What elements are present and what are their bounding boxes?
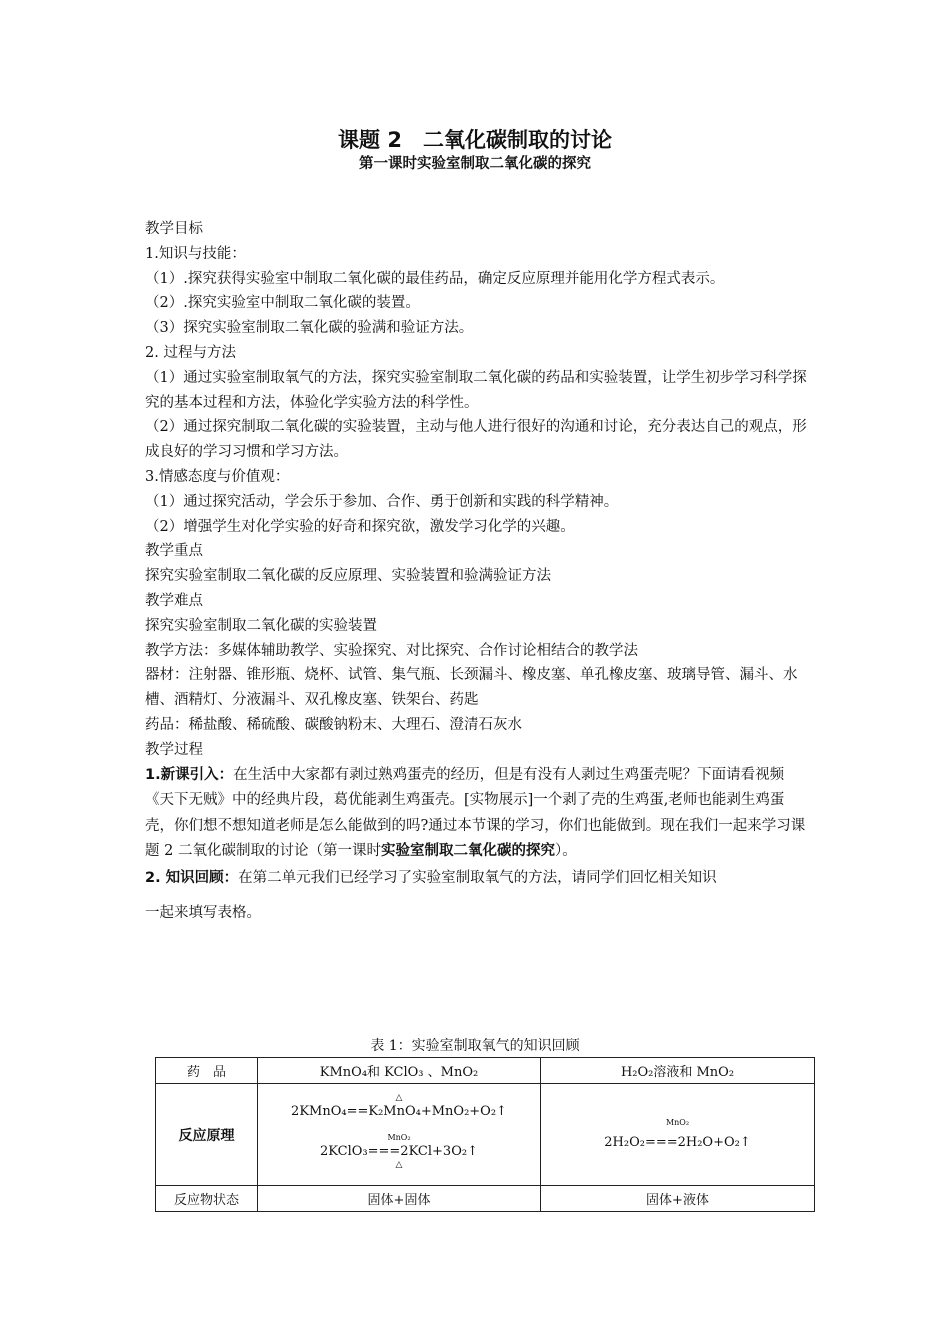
key-points-heading: 教学重点 (145, 543, 203, 560)
cell-principle-1 (258, 1084, 541, 1186)
review-paragraph (145, 865, 813, 891)
intro-paragraph (145, 763, 813, 865)
row-label-principle: 反应原理 (156, 1084, 258, 1186)
emotion-heading: 3.情感态度与价值观： (145, 468, 290, 485)
catalyst-label: MnO₂ (665, 1117, 690, 1127)
page-subtitle: 第一课时实验室制取二氧化碳的探究 (359, 156, 591, 172)
equation-kmno4: 2KMnO₄==K₂MnO₄+MnO₂+O₂↑ (291, 1103, 507, 1119)
intro-bold-tail: 实验室制取二氧化碳的探究 (380, 843, 555, 860)
process-heading: 教学过程 (145, 741, 203, 758)
table-row (156, 1186, 815, 1212)
review-paragraph-2: 一起来填写表格。 (145, 904, 261, 921)
equipment-list: 器材：注射器、锥形瓶、烧杯、试管、集气瓶、长颈漏斗、橡皮塞、单孔橡皮塞、玻璃导管、漏斗、水槽、酒精灯、分液漏斗、双孔橡皮塞、铁架台、药匙 (145, 667, 798, 709)
row-label-drugs: 药 品 (156, 1058, 258, 1084)
equation-kclo3: 2KClO₃===2KCl+3O₂↑ (320, 1143, 478, 1159)
oxygen-review-table (155, 1057, 815, 1212)
cell-drugs-2: H₂O₂溶液和 MnO₂ (541, 1058, 815, 1084)
knowledge-item-2: （2）.探究实验室中制取二氧化碳的装置。 (145, 295, 420, 312)
teaching-method: 教学方法：多媒体辅助教学、实验探究、对比探究、合作讨论相结合的教学法 (145, 642, 638, 659)
intro-end: ）。 (554, 843, 577, 860)
table-caption: 表 1：实验室制取氧气的知识回顾 (370, 1038, 580, 1054)
catalyst-label: MnO₂ (387, 1132, 411, 1142)
emotion-item-2: （2）增强学生对化学实验的好奇和探究欲，激发学习化学的兴趣。 (145, 518, 575, 535)
row-label-state: 反应物状态 (156, 1186, 258, 1212)
cell-state-1: 固体+固体 (258, 1186, 541, 1212)
process-item-2: （2）通过探究制取二氧化碳的实验装置，主动与他人进行很好的沟通和讨论，充分表达自己的观点，形成良好的学习习惯和学习方法。 (145, 419, 807, 461)
key-points-text: 探究实验室制取二氧化碳的反应原理、实验装置和验满验证方法 (145, 568, 551, 585)
intro-text: 在生活中大家都有剥过熟鸡蛋壳的经历，但是有没有人剥过生鸡蛋壳呢？下面请看视频《天下无贼》中的经典片段，葛优能剥生鸡蛋壳。[实物展示]一个剥了壳的生鸡蛋,老师也能剥生鸡蛋壳，你们想不想知道老师是怎么能做到的吗?通过本节课的学习，你们也能做到。现在我们一起来学习课题 2 二氧化碳制取的讨论（第一课时 (145, 766, 806, 860)
difficulty-heading: 教学难点 (145, 592, 203, 609)
review-label: 2. 知识回顾： (145, 869, 239, 886)
equation-h2o2: 2H₂O₂===2H₂O+O₂↑ (604, 1134, 751, 1150)
process-item-1: （1）通过实验室制取氧气的方法，探究实验室制取二氧化碳的药品和实验装置，让学生初步学习科学探究的基本过程和方法，体验化学实验方法的科学性。 (145, 369, 807, 411)
cell-principle-2 (541, 1084, 815, 1186)
drug-list: 药品：稀盐酸、稀硫酸、碳酸钠粉末、大理石、澄清石灰水 (145, 716, 522, 733)
review-text: 在第二单元我们已经学习了实验室制取氧气的方法，请同学们回忆相关知识 (238, 869, 717, 886)
heat-symbol: △ (395, 1159, 403, 1170)
cell-drugs-1: KMnO₄和 KClO₃ 、MnO₂ (258, 1058, 541, 1084)
page-title: 课题 2 二氧化碳制取的讨论 (338, 128, 612, 152)
intro-label: 1.新课引入： (145, 766, 234, 783)
document-body (145, 217, 813, 926)
knowledge-item-1: （1）.探究获得实验室中制取二氧化碳的最佳药品，确定反应原理并能用化学方程式表示。 (145, 270, 725, 287)
goals-heading: 教学目标 (145, 221, 203, 237)
table-row (156, 1058, 815, 1084)
heat-symbol: △ (395, 1092, 403, 1103)
table-row (156, 1084, 815, 1186)
knowledge-item-3: （3）探究实验室制取二氧化碳的验满和验证方法。 (145, 320, 474, 337)
knowledge-heading: 1.知识与技能： (145, 245, 246, 262)
difficulty-text: 探究实验室制取二氧化碳的实验装置 (145, 617, 377, 634)
emotion-item-1: （1）通过探究活动，学会乐于参加、合作、勇于创新和实践的科学精神。 (145, 493, 619, 510)
process-method-heading: 2. 过程与方法 (145, 344, 236, 361)
cell-state-2: 固体+液体 (541, 1186, 815, 1212)
